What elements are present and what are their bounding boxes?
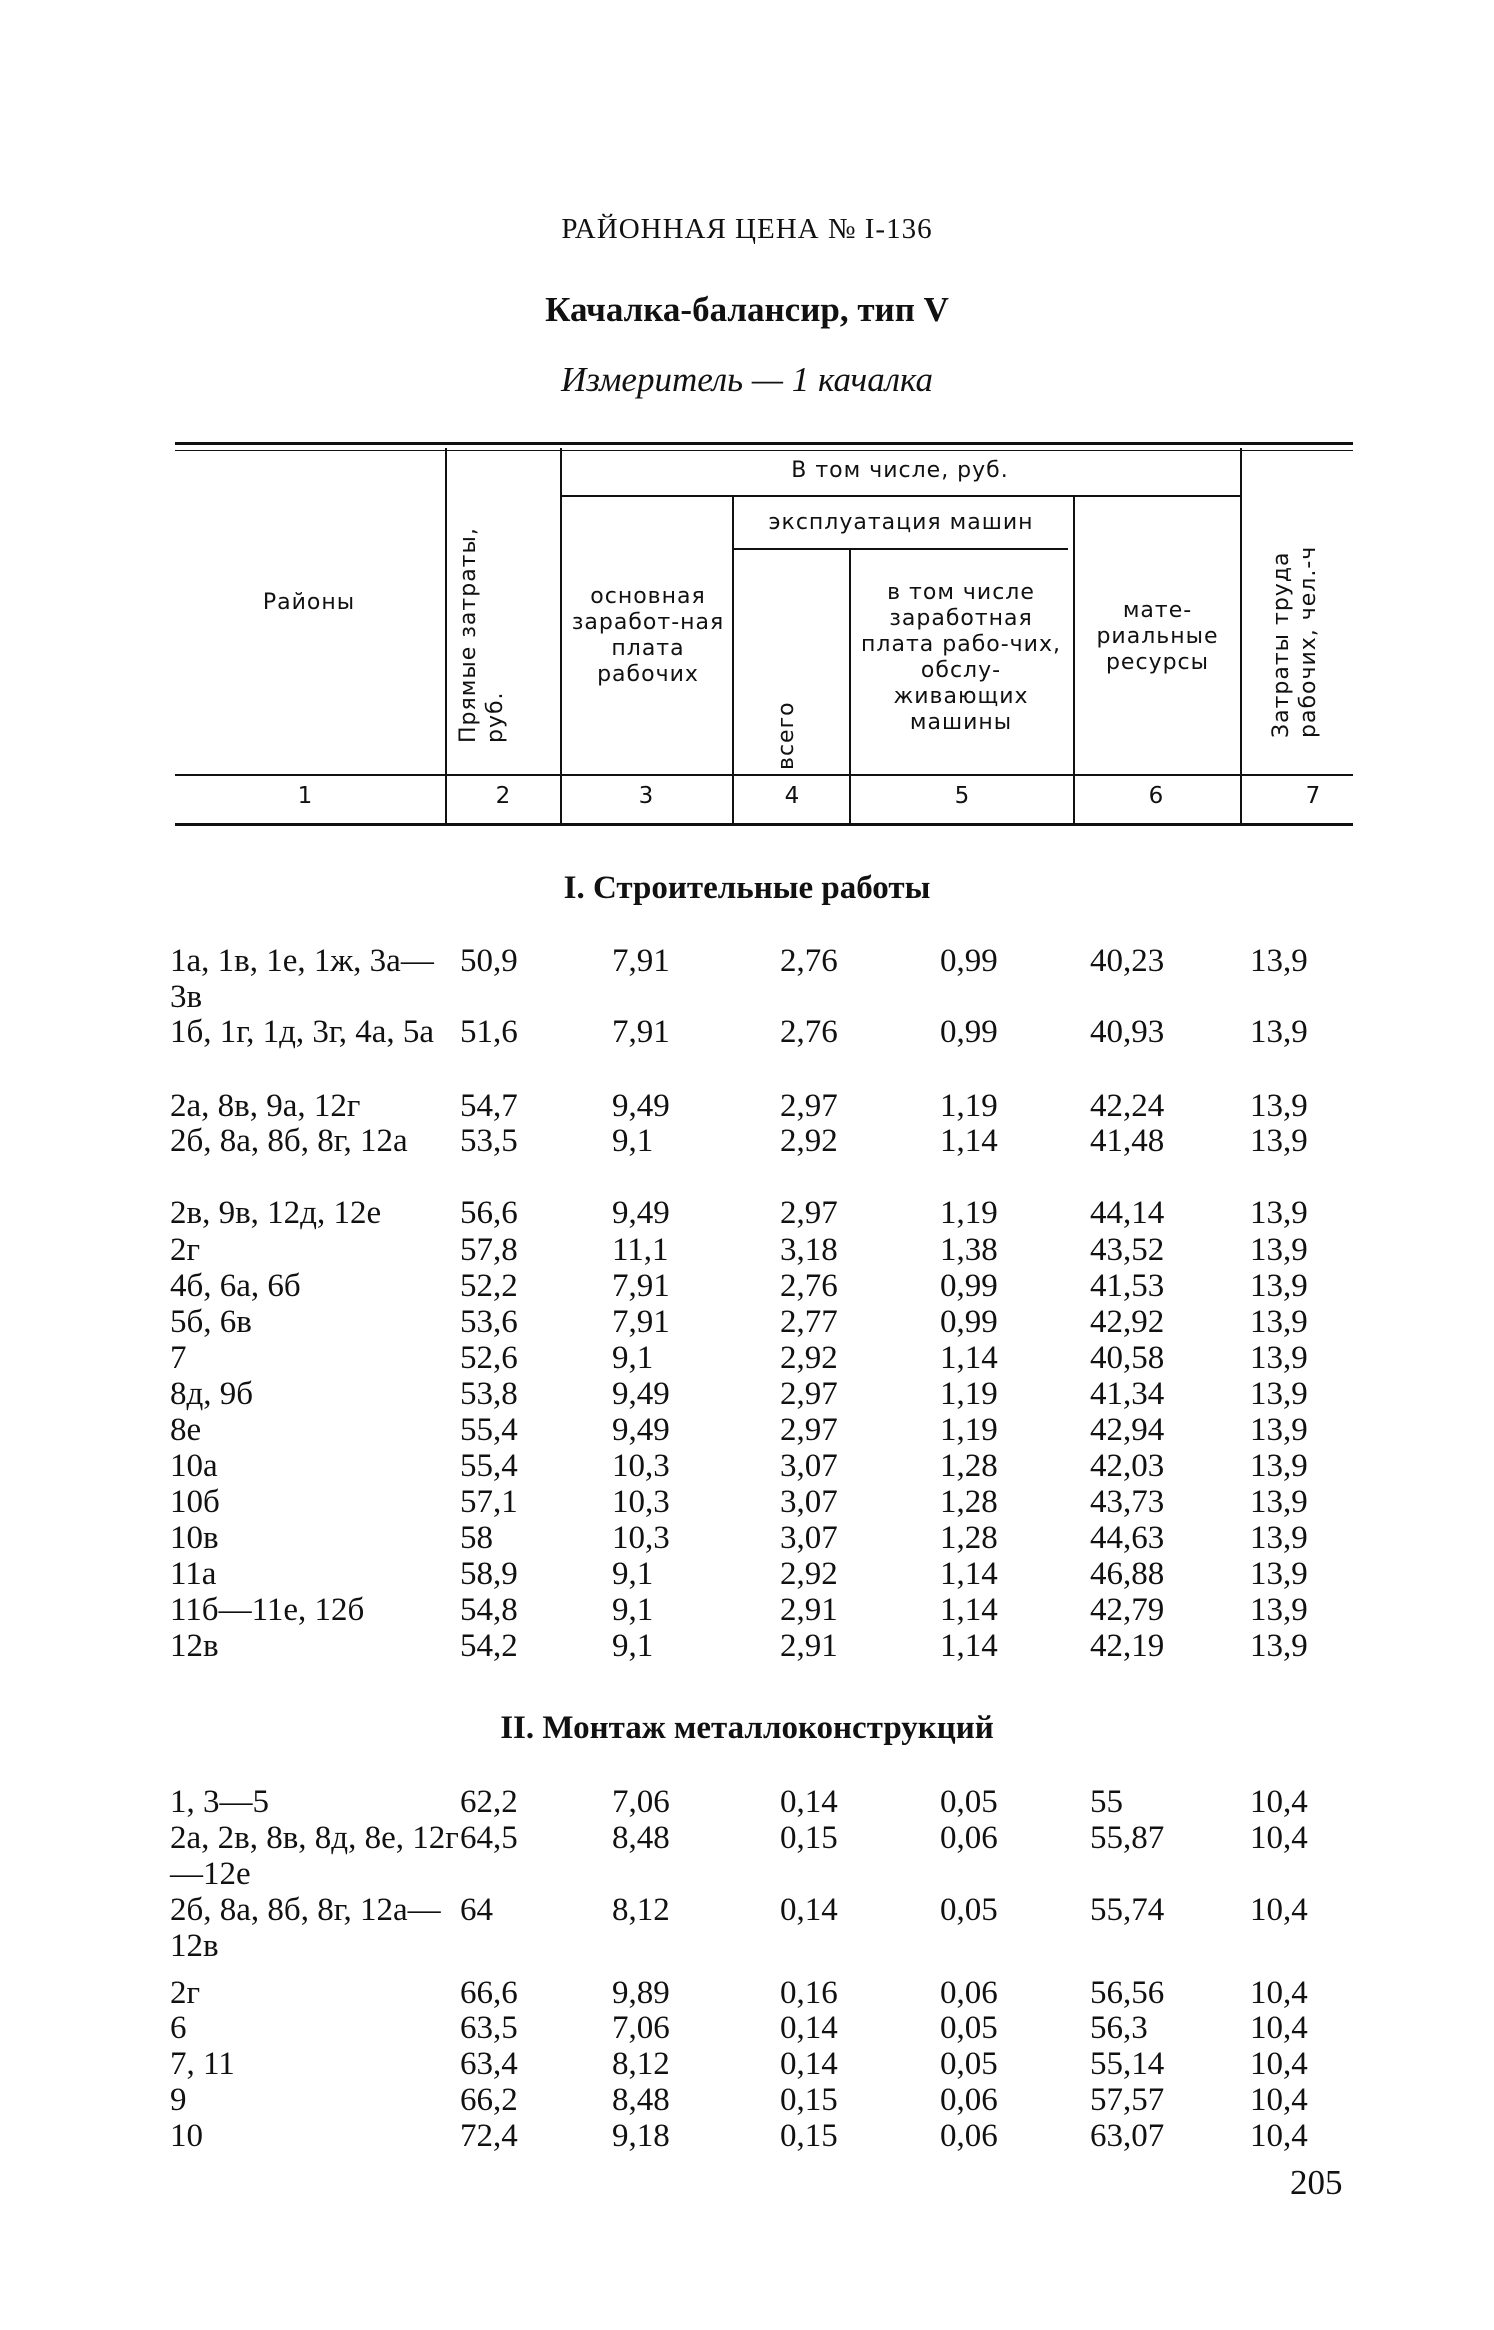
materials-cell: 40,58 <box>1090 1340 1165 1376</box>
labor-cell: 13,9 <box>1250 1088 1308 1124</box>
labor-cell: 13,9 <box>1250 1340 1308 1376</box>
direct-cell: 53,5 <box>460 1123 518 1159</box>
materials-cell: 42,03 <box>1090 1448 1165 1484</box>
labor-cell: 13,9 <box>1250 943 1308 979</box>
mach-wage-cell: 1,14 <box>940 1556 998 1592</box>
materials-cell: 41,34 <box>1090 1376 1165 1412</box>
mach-total-cell: 0,14 <box>780 2010 838 2046</box>
number-row-rule <box>175 823 1353 826</box>
header-direct-costs: Прямые затраты, руб. <box>456 527 508 743</box>
labor-cell: 13,9 <box>1250 1195 1308 1231</box>
mach-wage-cell: 0,05 <box>940 2046 998 2082</box>
direct-cell: 72,4 <box>460 2118 518 2154</box>
direct-cell: 54,8 <box>460 1592 518 1628</box>
region-cell: 12в <box>170 1628 219 1664</box>
materials-cell: 46,88 <box>1090 1556 1165 1592</box>
direct-cell: 55,4 <box>460 1412 518 1448</box>
col-divider <box>1073 497 1075 824</box>
materials-cell: 55 <box>1090 1784 1123 1820</box>
wage-cell: 7,91 <box>612 1304 670 1340</box>
wage-cell: 10,3 <box>612 1520 670 1556</box>
direct-cell: 52,2 <box>460 1268 518 1304</box>
direct-cell: 51,6 <box>460 1014 518 1050</box>
region-cell: 2а, 2в, 8в, 8д, 8е, 12г—12е <box>170 1820 459 1892</box>
direct-cell: 50,9 <box>460 943 518 979</box>
materials-cell: 44,14 <box>1090 1195 1165 1231</box>
table-top-rule <box>175 442 1353 445</box>
labor-cell: 10,4 <box>1250 1820 1308 1856</box>
direct-cell: 62,2 <box>460 1784 518 1820</box>
mach-total-cell: 2,97 <box>780 1195 838 1231</box>
labor-cell: 10,4 <box>1250 2046 1308 2082</box>
wage-cell: 10,3 <box>612 1484 670 1520</box>
page-number: 205 <box>1290 2163 1343 2202</box>
region-cell: 11б—11е, 12б <box>170 1592 365 1628</box>
mach-wage-cell: 1,14 <box>940 1123 998 1159</box>
wage-cell: 9,18 <box>612 2118 670 2154</box>
mach-wage-cell: 0,05 <box>940 1892 998 1928</box>
wage-cell: 10,3 <box>612 1448 670 1484</box>
header-materials: мате-риальные ресурсы <box>1096 598 1219 675</box>
mach-total-cell: 2,92 <box>780 1123 838 1159</box>
col-number: 3 <box>638 783 654 809</box>
mach-total-cell: 0,14 <box>780 1892 838 1928</box>
materials-cell: 55,14 <box>1090 2046 1165 2082</box>
mach-total-cell: 0,15 <box>780 2082 838 2118</box>
subgroup-rule <box>732 548 1068 550</box>
materials-cell: 42,92 <box>1090 1304 1165 1340</box>
direct-cell: 53,8 <box>460 1376 518 1412</box>
labor-cell: 13,9 <box>1250 1376 1308 1412</box>
direct-cell: 66,2 <box>460 2082 518 2118</box>
table-top-rule-thin <box>175 450 1353 451</box>
col-divider <box>849 550 851 824</box>
mach-total-cell: 2,76 <box>780 1014 838 1050</box>
region-cell: 4б, 6а, 6б <box>170 1268 301 1304</box>
col-number: 5 <box>954 783 970 809</box>
col-number: 4 <box>784 783 800 809</box>
col-number: 2 <box>495 783 511 809</box>
mach-total-cell: 2,76 <box>780 943 838 979</box>
header-regions: Районы <box>262 590 356 615</box>
region-cell: 8е <box>170 1412 202 1448</box>
materials-cell: 40,23 <box>1090 943 1165 979</box>
mach-wage-cell: 1,19 <box>940 1195 998 1231</box>
materials-cell: 55,74 <box>1090 1892 1165 1928</box>
mach-wage-cell: 0,06 <box>940 1975 998 2011</box>
mach-wage-cell: 0,05 <box>940 2010 998 2046</box>
labor-cell: 13,9 <box>1250 1592 1308 1628</box>
materials-cell: 42,94 <box>1090 1412 1165 1448</box>
mach-wage-cell: 1,38 <box>940 1232 998 1268</box>
mach-wage-cell: 1,28 <box>940 1448 998 1484</box>
materials-cell: 43,52 <box>1090 1232 1165 1268</box>
region-cell: 7 <box>170 1340 187 1376</box>
materials-cell: 56,3 <box>1090 2010 1148 2046</box>
materials-cell: 57,57 <box>1090 2082 1165 2118</box>
mach-wage-cell: 0,06 <box>940 2118 998 2154</box>
mach-wage-cell: 1,28 <box>940 1520 998 1556</box>
labor-cell: 13,9 <box>1250 1304 1308 1340</box>
labor-cell: 10,4 <box>1250 1892 1308 1928</box>
materials-cell: 43,73 <box>1090 1484 1165 1520</box>
labor-cell: 13,9 <box>1250 1484 1308 1520</box>
direct-cell: 64 <box>460 1892 493 1928</box>
materials-cell: 55,87 <box>1090 1820 1165 1856</box>
labor-cell: 13,9 <box>1250 1014 1308 1050</box>
mach-total-cell: 0,14 <box>780 2046 838 2082</box>
wage-cell: 11,1 <box>612 1232 669 1268</box>
wage-cell: 9,1 <box>612 1628 654 1664</box>
wage-cell: 9,49 <box>612 1088 670 1124</box>
materials-cell: 63,07 <box>1090 2118 1165 2154</box>
wage-cell: 9,89 <box>612 1975 670 2011</box>
mach-wage-cell: 0,99 <box>940 943 998 979</box>
materials-cell: 41,53 <box>1090 1268 1165 1304</box>
mach-total-cell: 2,92 <box>780 1556 838 1592</box>
mach-total-cell: 2,91 <box>780 1592 838 1628</box>
region-cell: 6 <box>170 2010 187 2046</box>
labor-cell: 10,4 <box>1250 1975 1308 2011</box>
direct-cell: 54,7 <box>460 1088 518 1124</box>
wage-cell: 8,48 <box>612 2082 670 2118</box>
region-cell: 10 <box>170 2118 203 2154</box>
col-number: 1 <box>297 783 313 809</box>
header-bottom-rule <box>175 774 1353 776</box>
region-cell: 2б, 8а, 8б, 8г, 12а—12в <box>170 1892 441 1964</box>
direct-cell: 55,4 <box>460 1448 518 1484</box>
labor-cell: 10,4 <box>1250 2010 1308 2046</box>
col-divider <box>732 497 734 824</box>
wage-cell: 9,1 <box>612 1556 654 1592</box>
col-number: 6 <box>1148 783 1164 809</box>
wage-cell: 9,49 <box>612 1412 670 1448</box>
mach-total-cell: 3,07 <box>780 1448 838 1484</box>
wage-cell: 9,49 <box>612 1376 670 1412</box>
materials-cell: 42,79 <box>1090 1592 1165 1628</box>
unit-of-measure: Измеритель — 1 качалка <box>561 360 933 399</box>
materials-cell: 41,48 <box>1090 1123 1165 1159</box>
direct-cell: 57,1 <box>460 1484 518 1520</box>
header-group-including: В том числе, руб. <box>791 458 1009 483</box>
header-labor-hours: Затраты труда рабочих, чел.-ч <box>1269 545 1321 738</box>
mach-wage-cell: 1,19 <box>940 1088 998 1124</box>
materials-cell: 42,24 <box>1090 1088 1165 1124</box>
mach-wage-cell: 0,06 <box>940 1820 998 1856</box>
direct-cell: 56,6 <box>460 1195 518 1231</box>
labor-cell: 10,4 <box>1250 1784 1308 1820</box>
mach-total-cell: 0,15 <box>780 2118 838 2154</box>
wage-cell: 8,12 <box>612 2046 670 2082</box>
direct-cell: 66,6 <box>460 1975 518 2011</box>
labor-cell: 13,9 <box>1250 1232 1308 1268</box>
header-machine-operation: эксплуатация машин <box>768 510 1034 535</box>
page-heading: РАЙОННАЯ ЦЕНА № I-136 <box>561 213 933 245</box>
col-divider <box>1240 448 1242 824</box>
group-rule <box>562 495 1240 497</box>
labor-cell: 13,9 <box>1250 1268 1308 1304</box>
direct-cell: 57,8 <box>460 1232 518 1268</box>
mach-wage-cell: 1,28 <box>940 1484 998 1520</box>
wage-cell: 8,12 <box>612 1892 670 1928</box>
mach-wage-cell: 1,19 <box>940 1412 998 1448</box>
col-divider <box>445 448 447 824</box>
header-machine-wage: в том числе заработная плата рабо-чих, обслу-живающих машины <box>861 580 1061 735</box>
materials-cell: 56,56 <box>1090 1975 1165 2011</box>
mach-total-cell: 2,97 <box>780 1376 838 1412</box>
region-cell: 1б, 1г, 1д, 3г, 4а, 5а <box>170 1014 434 1050</box>
region-cell: 11а <box>170 1556 217 1592</box>
mach-wage-cell: 1,14 <box>940 1592 998 1628</box>
labor-cell: 13,9 <box>1250 1520 1308 1556</box>
labor-cell: 10,4 <box>1250 2082 1308 2118</box>
mach-total-cell: 2,76 <box>780 1268 838 1304</box>
region-cell: 10б <box>170 1484 220 1520</box>
direct-cell: 63,4 <box>460 2046 518 2082</box>
wage-cell: 9,49 <box>612 1195 670 1231</box>
wage-cell: 9,1 <box>612 1123 654 1159</box>
section-title: I. Строительные работы <box>563 870 931 906</box>
region-cell: 2в, 9в, 12д, 12е <box>170 1195 382 1231</box>
mach-total-cell: 2,92 <box>780 1340 838 1376</box>
region-cell: 7, 11 <box>170 2046 235 2082</box>
wage-cell: 7,91 <box>612 1014 670 1050</box>
region-cell: 2б, 8а, 8б, 8г, 12а <box>170 1123 408 1159</box>
mach-total-cell: 0,15 <box>780 1820 838 1856</box>
header-machine-total: всего <box>774 701 799 770</box>
mach-total-cell: 2,77 <box>780 1304 838 1340</box>
wage-cell: 7,91 <box>612 943 670 979</box>
region-cell: 9 <box>170 2082 187 2118</box>
region-cell: 2а, 8в, 9а, 12г <box>170 1088 361 1124</box>
mach-total-cell: 2,91 <box>780 1628 838 1664</box>
mach-wage-cell: 0,99 <box>940 1304 998 1340</box>
mach-wage-cell: 0,06 <box>940 2082 998 2118</box>
labor-cell: 13,9 <box>1250 1123 1308 1159</box>
labor-cell: 13,9 <box>1250 1412 1308 1448</box>
region-cell: 8д, 9б <box>170 1376 254 1412</box>
labor-cell: 13,9 <box>1250 1628 1308 1664</box>
mach-total-cell: 3,18 <box>780 1232 838 1268</box>
mach-wage-cell: 1,14 <box>940 1628 998 1664</box>
materials-cell: 44,63 <box>1090 1520 1165 1556</box>
region-cell: 2г <box>170 1975 201 2011</box>
direct-cell: 58,9 <box>460 1556 518 1592</box>
direct-cell: 64,5 <box>460 1820 518 1856</box>
mach-total-cell: 0,16 <box>780 1975 838 2011</box>
mach-wage-cell: 0,99 <box>940 1268 998 1304</box>
col-number: 7 <box>1305 783 1321 809</box>
region-cell: 1а, 1в, 1е, 1ж, 3а—3в <box>170 943 434 1015</box>
direct-cell: 52,6 <box>460 1340 518 1376</box>
region-cell: 10в <box>170 1520 219 1556</box>
wage-cell: 7,91 <box>612 1268 670 1304</box>
header-base-wage: основная заработ-ная плата рабочих <box>571 584 725 687</box>
section-title: II. Монтаж металлоконструкций <box>500 1710 994 1746</box>
wage-cell: 7,06 <box>612 1784 670 1820</box>
direct-cell: 53,6 <box>460 1304 518 1340</box>
mach-total-cell: 3,07 <box>780 1520 838 1556</box>
col-divider <box>560 448 562 824</box>
direct-cell: 54,2 <box>460 1628 518 1664</box>
mach-total-cell: 2,97 <box>780 1088 838 1124</box>
mach-total-cell: 0,14 <box>780 1784 838 1820</box>
mach-total-cell: 3,07 <box>780 1484 838 1520</box>
region-cell: 2г <box>170 1232 201 1268</box>
wage-cell: 9,1 <box>612 1340 654 1376</box>
region-cell: 5б, 6в <box>170 1304 252 1340</box>
direct-cell: 63,5 <box>460 2010 518 2046</box>
labor-cell: 10,4 <box>1250 2118 1308 2154</box>
materials-cell: 42,19 <box>1090 1628 1165 1664</box>
direct-cell: 58 <box>460 1520 493 1556</box>
materials-cell: 40,93 <box>1090 1014 1165 1050</box>
mach-wage-cell: 1,19 <box>940 1376 998 1412</box>
wage-cell: 8,48 <box>612 1820 670 1856</box>
mach-wage-cell: 0,05 <box>940 1784 998 1820</box>
labor-cell: 13,9 <box>1250 1556 1308 1592</box>
wage-cell: 9,1 <box>612 1592 654 1628</box>
labor-cell: 13,9 <box>1250 1448 1308 1484</box>
document-title: Качалка-балансир, тип V <box>545 290 949 329</box>
mach-wage-cell: 0,99 <box>940 1014 998 1050</box>
mach-wage-cell: 1,14 <box>940 1340 998 1376</box>
mach-total-cell: 2,97 <box>780 1412 838 1448</box>
region-cell: 1, 3—5 <box>170 1784 269 1820</box>
wage-cell: 7,06 <box>612 2010 670 2046</box>
region-cell: 10а <box>170 1448 218 1484</box>
